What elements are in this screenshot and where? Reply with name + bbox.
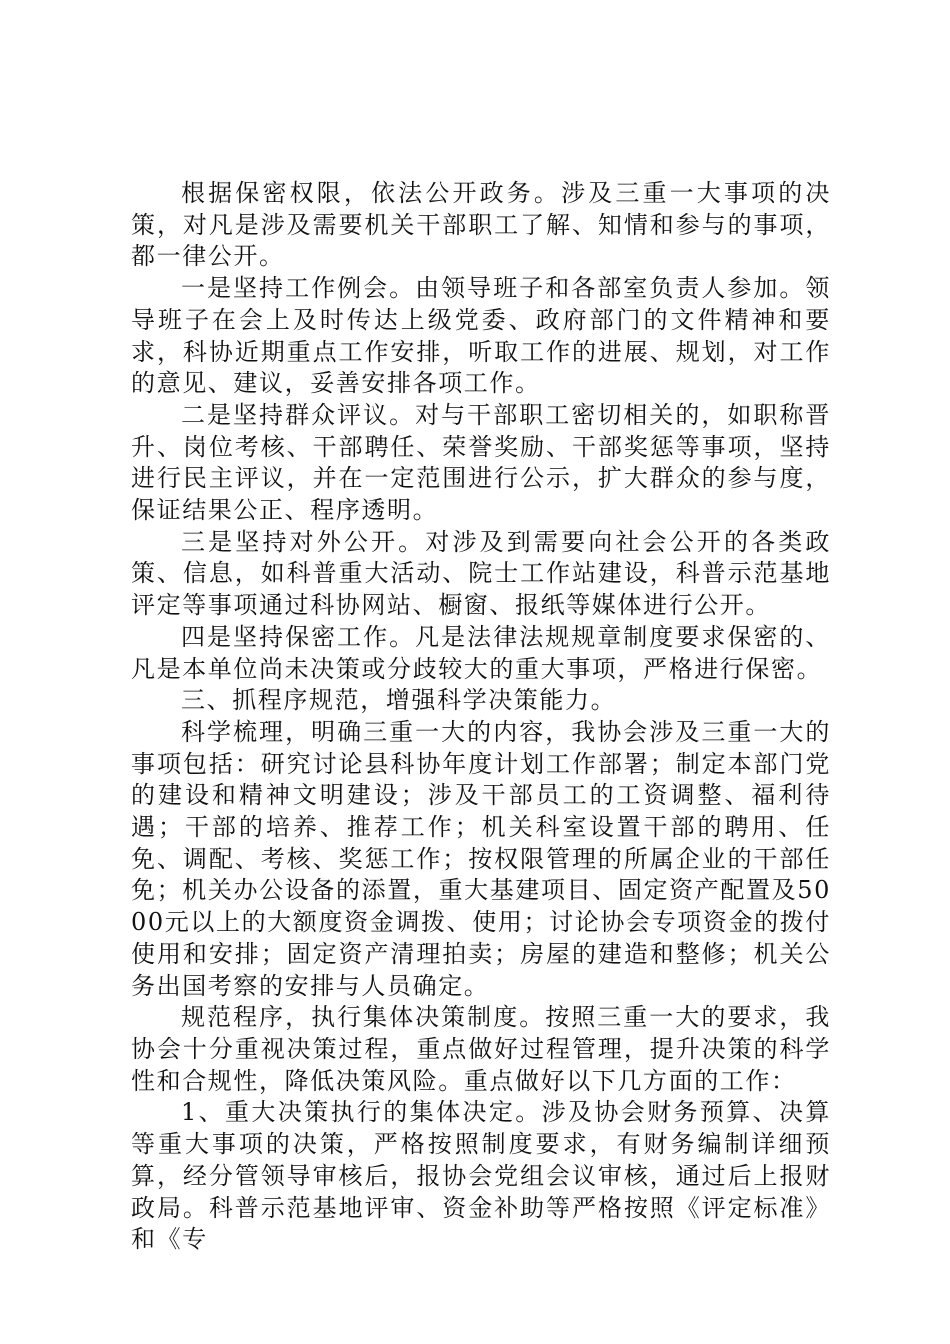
paragraph-disclosure-principle: 根据保密权限，依法公开政务。涉及三重一大事项的决策，对凡是涉及需要机关干部职工了解、知情和参与的事项，都一律公开。 xyxy=(131,179,831,271)
paragraph-external-disclosure: 三是坚持对外公开。对涉及到需要向社会公开的各类政策、信息，如科普重大活动、院士工作站建设，科普示范基地评定等事项通过科协网站、橱窗、报纸等媒体进行公开。 xyxy=(131,527,831,620)
section-heading-procedure: 三、抓程序规范，增强科学决策能力。 xyxy=(181,686,617,715)
paragraph-confidentiality: 四是坚持保密工作。凡是法律法规规章制度要求保密的、凡是本单位尚未决策或分歧较大的重大事项，严格进行保密。 xyxy=(131,622,831,683)
paragraph-work-meetings: 一是坚持工作例会。由领导班子和各部室负责人参加。领导班子在会上及时传达上级党委、政府部门的文件精神和要求，科协近期重点工作安排，听取工作的进展、规划，对工作的意见、建议，妥善安排各项工作。 xyxy=(131,274,831,398)
document-body xyxy=(131,178,831,1256)
paragraph-collective-decision: 规范程序，执行集体决策制度。按照三重一大的要求，我协会十分重视决策过程，重点做好过程管理，提升决策的科学性和合规性，降低决策风险。重点做好以下几方面的工作： xyxy=(131,1003,831,1095)
paragraph-item-1: 1、重大决策执行的集体决定。涉及协会财务预算、决算等重大事项的决策，严格按照制度要求，有财务编制详细预算，经分管领导审核后，报协会党组会议审核，通过后上报财政局。科普示范基地评审、资金补助等严格按照《评定标准》和《专 xyxy=(131,1098,831,1254)
paragraph-public-review: 二是坚持群众评议。对与干部职工密切相关的，如职称晋升、岗位考核、干部聘任、荣誉奖励、干部奖惩等事项，坚持进行民主评议，并在一定范围进行公示，扩大群众的参与度，保证结果公正、程序透明。 xyxy=(131,400,831,525)
paragraph-scope-items: 科学梳理，明确三重一大的内容，我协会涉及三重一大的事项包括：研究讨论县科协年度计划工作部署；制定本部门党的建设和精神文明建设；涉及干部员工的工资调整、福利待遇；干部的培养、推荐工作；机关科室设置干部的聘用、任免、调配、考核、奖惩工作；按权限管理的所属企业的干部任免；机关办公设备的添置，重大基建项目、固定资产配置及5000元以上的大额度资金调拨、使用；讨论协会专项资金的拨付使用和安排；固定资产清理拍卖；房屋的建造和整修；机关公务出国考察的安排与人员确定。 xyxy=(131,717,831,1000)
